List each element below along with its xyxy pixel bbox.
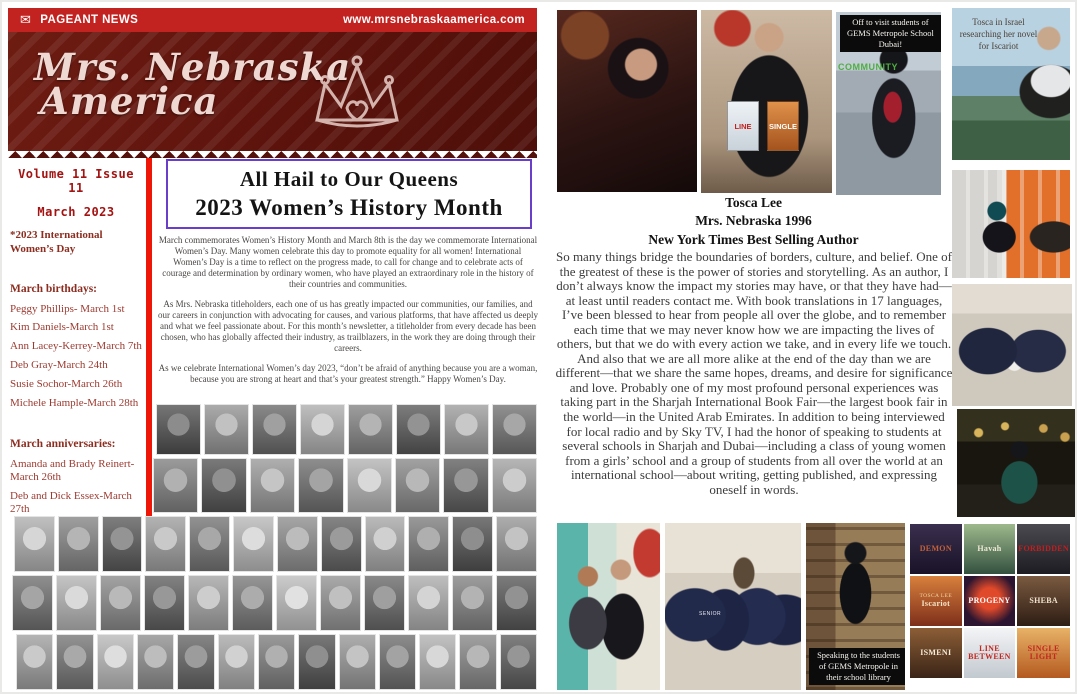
titleholder-photo bbox=[137, 634, 174, 690]
article-paragraph: As Mrs. Nebraska titleholders, each one of us has greatly impacted our communities, our families, and our careers in conjunction with advocating for causes, and various platforms, that have affected us deeply and what we feel passionate about. For this month’s newsletter, a titleholder from every decade has been chosen, who has globally affected their industry, as trailblazers, in the work they are doing through their careers. bbox=[158, 298, 538, 353]
book-montage bbox=[910, 524, 1070, 678]
newsletter-topbar bbox=[8, 8, 537, 32]
book-cover bbox=[964, 628, 1016, 678]
titleholder-photo bbox=[408, 575, 449, 631]
titleholder-photo bbox=[379, 634, 416, 690]
titleholder-photo bbox=[452, 575, 493, 631]
titleholder-photo-row bbox=[16, 634, 537, 690]
titleholder-photo bbox=[16, 634, 53, 690]
titleholder-photo bbox=[144, 575, 185, 631]
book-single-light-held: SINGLE bbox=[767, 101, 799, 151]
anniversaries-heading: March anniversaries: bbox=[10, 438, 116, 451]
titleholder-photo bbox=[276, 575, 317, 631]
titleholder-photo bbox=[500, 634, 537, 690]
titleholder-photo bbox=[298, 634, 335, 690]
website-link[interactable]: www.mrsnebraskaamerica.com bbox=[343, 14, 525, 26]
issue-note: *2023 International Women’s Day bbox=[10, 229, 103, 255]
titleholder-photo-row bbox=[153, 458, 537, 513]
titleholder-photo bbox=[277, 516, 318, 572]
book-cover-title: FORBIDDEN bbox=[1018, 543, 1069, 553]
titleholder-photo bbox=[364, 575, 405, 631]
titleholder-photo bbox=[201, 458, 246, 513]
titleholder-photo bbox=[250, 458, 295, 513]
book-cover-title: SHEBA bbox=[1029, 595, 1058, 605]
book-cover bbox=[1017, 628, 1070, 678]
photo-with-students-certificate bbox=[952, 284, 1072, 406]
masthead-title bbox=[34, 45, 352, 124]
titleholder-photo bbox=[496, 516, 537, 572]
titleholder-photo bbox=[12, 575, 53, 631]
issue-date: March 2023 bbox=[37, 205, 115, 219]
titleholder-photo bbox=[492, 458, 537, 513]
banner-zigzag-edge bbox=[8, 151, 537, 158]
titleholder-photo bbox=[233, 516, 274, 572]
titleholder-photo bbox=[300, 404, 345, 455]
book-cover bbox=[964, 524, 1016, 574]
birthday-item: Deb Gray-March 24th bbox=[10, 359, 108, 372]
photo-gems-school-visit bbox=[836, 12, 941, 195]
titleholder-photo bbox=[156, 404, 201, 455]
article-title-line1: All Hail to Our Queens bbox=[239, 167, 459, 191]
profile-heading bbox=[556, 194, 951, 249]
article-title-box bbox=[166, 159, 532, 229]
titleholder-photo bbox=[56, 634, 93, 690]
birthday-item: Kim Daniels-March 1st bbox=[10, 321, 114, 334]
photo-uae-evening bbox=[957, 409, 1077, 517]
profile-subtitle: New York Times Best Selling Author bbox=[648, 231, 859, 247]
book-line-between-held: LINE bbox=[727, 101, 759, 151]
titleholder-photo bbox=[419, 634, 456, 690]
titleholder-photo bbox=[102, 516, 143, 572]
titleholder-photo bbox=[56, 575, 97, 631]
photo-caption: Tosca in Israel researching her novel for Iscariot bbox=[959, 17, 1038, 52]
volume-label: Volume 11 Issue 11 bbox=[18, 167, 134, 195]
photo-tosca-portrait bbox=[557, 10, 697, 192]
titleholder-photo bbox=[496, 575, 537, 631]
titleholder-photo bbox=[153, 458, 198, 513]
titleholder-photo bbox=[58, 516, 99, 572]
titleholder-photo bbox=[252, 404, 297, 455]
jacket-label: SENIOR bbox=[699, 611, 722, 617]
titleholder-photo bbox=[218, 634, 255, 690]
titleholder-photo bbox=[258, 634, 295, 690]
photo-school-greeting bbox=[557, 523, 660, 690]
article-paragraph: As we celebrate International Women’s day 2023, “don’t be afraid of anything because you are a woman, because you are strong at heart and that’s your greatest strength.” Happy Women’s Day. bbox=[158, 362, 538, 384]
titleholder-photo-row bbox=[14, 516, 537, 572]
titleholder-photo bbox=[443, 458, 488, 513]
titleholder-photo bbox=[365, 516, 406, 572]
birthday-item: Susie Sochor-March 26th bbox=[10, 378, 123, 391]
book-cover bbox=[1017, 524, 1070, 574]
profile-title: Mrs. Nebraska 1996 bbox=[695, 213, 812, 229]
titleholder-photo-row bbox=[12, 575, 537, 631]
newsletter-brand: PAGEANT NEWS bbox=[40, 14, 139, 26]
book-cover bbox=[1017, 576, 1070, 626]
titleholder-photo bbox=[395, 458, 440, 513]
titleholder-photo bbox=[459, 634, 496, 690]
book-cover-title: ISMENI bbox=[920, 647, 952, 657]
masthead-title-line2: America bbox=[40, 79, 219, 124]
titleholder-photo bbox=[339, 634, 376, 690]
crown-icon bbox=[305, 50, 409, 136]
titleholder-photo bbox=[492, 404, 537, 455]
titleholder-photo bbox=[347, 458, 392, 513]
profile-name: Tosca Lee bbox=[725, 195, 782, 210]
birthday-item: Ann Lacey-Kerrey-March 7th bbox=[10, 340, 142, 353]
birthday-item: Michele Hample-March 28th bbox=[10, 397, 139, 410]
book-cover bbox=[910, 576, 962, 626]
book-cover-author: TOSCA LEE bbox=[919, 593, 953, 600]
titleholder-photo bbox=[14, 516, 55, 572]
book-cover bbox=[910, 628, 962, 678]
photo-tosca-israel bbox=[952, 8, 1070, 160]
book-cover-title: Havah bbox=[977, 543, 1002, 553]
book-cover bbox=[964, 576, 1016, 626]
titleholder-photo bbox=[396, 404, 441, 455]
issue-sidebar bbox=[10, 167, 142, 522]
book-cover bbox=[910, 524, 962, 574]
community-sign-text: COMMUNITY bbox=[838, 62, 898, 72]
titleholder-photo bbox=[320, 575, 361, 631]
titleholder-photo bbox=[321, 516, 362, 572]
masthead-banner bbox=[8, 32, 537, 151]
article-body bbox=[158, 235, 538, 394]
book-cover-title: LINE BETWEEN bbox=[968, 643, 1011, 661]
titleholder-photo bbox=[204, 404, 249, 455]
photo-caption: Off to visit students of GEMS Metropole School Dubai! bbox=[840, 15, 940, 52]
book-cover-title: SINGLE LIGHT bbox=[1027, 643, 1060, 661]
photo-caption: Speaking to the students of GEMS Metropole in their school library bbox=[809, 648, 905, 685]
book-cover-title: PROGENY bbox=[968, 595, 1011, 605]
titleholder-photo bbox=[97, 634, 134, 690]
book-cover-title: DEMON bbox=[919, 543, 952, 553]
anniversary-item: Amanda and Brady Reinert-March 26th bbox=[10, 458, 135, 484]
book-cover-title: Iscariot bbox=[921, 599, 951, 609]
birthday-item: Peggy Phillips- March 1st bbox=[10, 302, 125, 315]
envelope-icon: ✉ bbox=[20, 12, 32, 27]
anniversary-item: Deb and Dick Essex-March 27th bbox=[10, 490, 132, 516]
photo-tosca-holding-books bbox=[701, 10, 832, 193]
masthead-title-line1: Mrs. Nebraska bbox=[34, 45, 352, 89]
titleholder-photo bbox=[348, 404, 393, 455]
titleholder-photo bbox=[145, 516, 186, 572]
titleholder-photo bbox=[408, 516, 449, 572]
titleholder-photo bbox=[177, 634, 214, 690]
photo-book-fair-stage bbox=[952, 170, 1070, 278]
titleholder-photo bbox=[444, 404, 489, 455]
profile-body-text: So many things bridge the boundaries of borders, culture, and belief. One of the greatest of these is the power of stories and storytelling. As an author, I don’t always know the impact my stories may have, or that they have had—at least until readers contact me. With book translations in 17 languages, I’ve been blessed to hear from people all over the globe, and to remember each time that we may never know how we are impacting the lives of others, but that we do with every action we take, and in every life we touch. And also that we are all more alike at the end of the day than we are different—that we share the same hopes, dreams, and desire for significance and love. Probably one of my most profound personal experiences was taking part in the Sharjah International Book Fair—the largest book fair in the world—in the United Arab Emirates. In addition to being interviewed for local radio and by Sky TV, I had the honor of speaking to students at several schools in Sharjah and Dubai—including a class of young women from a girls’ school and a group of students from all over the world at an international school—about writing, getting published, and expressing oneself in words. bbox=[555, 249, 953, 497]
titleholder-photo bbox=[188, 575, 229, 631]
birthdays-heading: March birthdays: bbox=[10, 282, 97, 295]
titleholder-photo bbox=[298, 458, 343, 513]
article-paragraph: March commemorates Women’s History Month and March 8th is the day we commemorate International Women’s Day. Many women celebrate this day to promote equality for all women! International Women’s Day is a time to reflect on the progress made, to call for change and to celebrate acts of courage and determination by ordinary women, who have played an extraordinary role in the history of their countries and communities. bbox=[158, 235, 538, 289]
photo-students-group bbox=[665, 523, 801, 690]
titleholder-photo bbox=[100, 575, 141, 631]
titleholder-photo bbox=[189, 516, 230, 572]
article-title-line2: 2023 Women’s History Month bbox=[195, 195, 503, 220]
titleholder-photo bbox=[452, 516, 493, 572]
red-divider-line bbox=[146, 158, 152, 520]
titleholder-photo-row bbox=[156, 404, 537, 455]
titleholder-photo bbox=[232, 575, 273, 631]
photo-school-library bbox=[806, 523, 905, 690]
